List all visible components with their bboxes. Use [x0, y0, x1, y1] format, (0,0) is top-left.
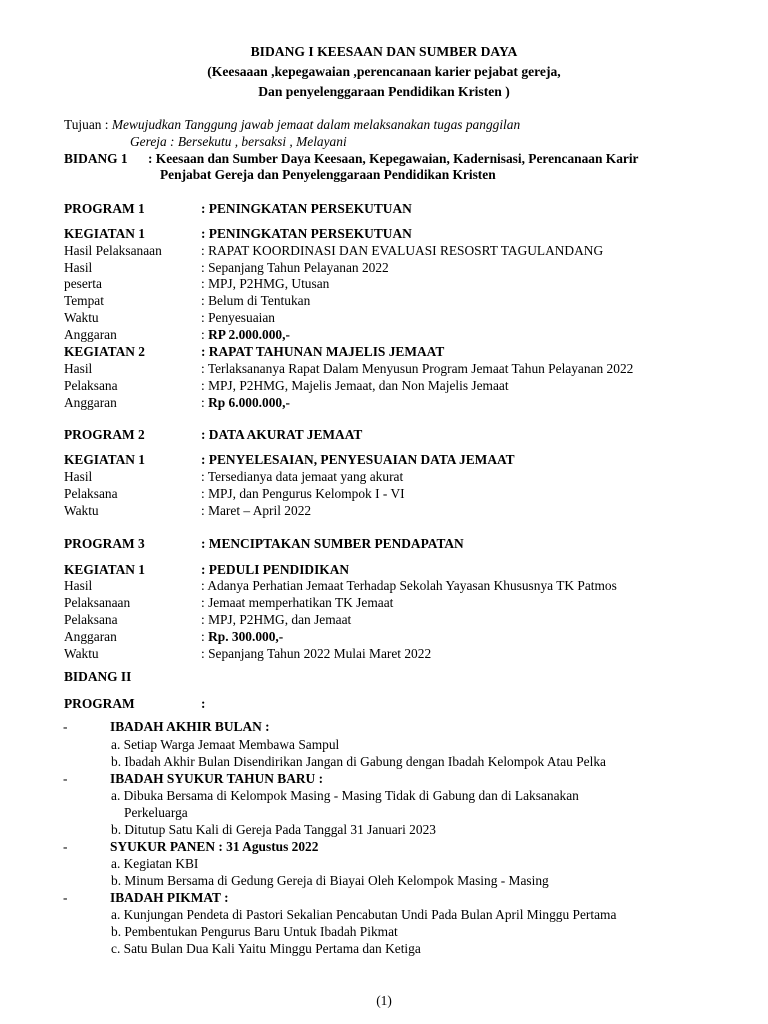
- row-value: : MPJ, P2HMG, Majelis Jemaat, dan Non Majelis Jemaat: [201, 378, 509, 393]
- row-value: : Jemaat memperhatikan TK Jemaat: [201, 595, 394, 610]
- p1-keg1-value: : PENINGKATAN PERSEKUTUAN: [201, 226, 412, 241]
- row-value: : Adanya Perhatian Jemaat Terhadap Sekolah Yayasan Khususnya TK Patmos: [201, 578, 617, 593]
- bidang2-program-colon: :: [201, 696, 206, 711]
- bidang1-line-2: Penjabat Gereja dan Penyelenggaraan Pendidikan Kristen: [160, 167, 496, 182]
- row-label: Pelaksanaan: [64, 595, 131, 610]
- row-value: : Tersedianya data jemaat yang akurat: [201, 469, 404, 484]
- p2-keg1-label: KEGIATAN 1: [64, 452, 145, 467]
- anggaran-label: Anggaran: [64, 395, 117, 410]
- row-value: : RAPAT KOORDINASI DAN EVALUASI RESOSRT TAGULANDANG: [201, 243, 604, 258]
- anggaran-value: Rp. 300.000,-: [208, 629, 284, 644]
- p2-keg1-value: : PENYELESAIAN, PENYESUAIAN DATA JEMAAT: [201, 452, 515, 467]
- anggaran-label: Anggaran: [64, 629, 117, 644]
- bidang1-label: BIDANG 1: [64, 151, 128, 166]
- bidang2-program-label: PROGRAM: [64, 696, 135, 711]
- list-item: b. Minum Bersama di Gedung Gereja di Biayai Oleh Kelompok Masing - Masing: [111, 873, 549, 888]
- p3-keg1-label: KEGIATAN 1: [64, 562, 145, 577]
- ibadah-title: SYUKUR PANEN : 31 Agustus 2022: [110, 839, 319, 854]
- row-value: : Terlaksananya Rapat Dalam Menyusun Program Jemaat Tahun Pelayanan 2022: [201, 361, 634, 376]
- row-label: Pelaksana: [64, 378, 118, 393]
- program3-label: PROGRAM 3: [64, 536, 145, 551]
- row-value: : Sepanjang Tahun Pelayanan 2022: [201, 260, 389, 275]
- row-label: Pelaksana: [64, 612, 118, 627]
- row-label: peserta: [64, 276, 102, 291]
- anggaran-value-wrap: [201, 628, 283, 645]
- anggaran-value-wrap: [201, 394, 290, 411]
- page-number: (1): [376, 993, 392, 1008]
- program3-value: : MENCIPTAKAN SUMBER PENDAPATAN: [201, 536, 464, 551]
- row-label: Waktu: [64, 503, 99, 518]
- list-dash: -: [63, 839, 68, 854]
- list-item: a. Kegiatan KBI: [111, 856, 199, 871]
- list-item: a. Setiap Warga Jemaat Membawa Sampul: [111, 737, 340, 752]
- doc-title: BIDANG I KEESAAN DAN SUMBER DAYA: [250, 44, 518, 59]
- p1-keg2-label: KEGIATAN 2: [64, 344, 145, 359]
- list-item: b. Ditutup Satu Kali di Gereja Pada Tanggal 31 Januari 2023: [111, 822, 436, 837]
- row-label: Pelaksana: [64, 486, 118, 501]
- ibadah-title: IBADAH SYUKUR TAHUN BARU :: [110, 771, 324, 786]
- list-dash: -: [63, 719, 68, 734]
- list-item: a. Kunjungan Pendeta di Pastori Sekalian Pencabutan Undi Pada Bulan April Minggu Pertama: [111, 907, 617, 922]
- p1-keg1-label: KEGIATAN 1: [64, 226, 145, 241]
- program1-value: : PENINGKATAN PERSEKUTUAN: [201, 201, 412, 216]
- tujuan-text-1: Mewujudkan Tanggung jawab jemaat dalam melaksanakan tugas panggilan: [111, 117, 521, 132]
- p3-keg1-value: : PEDULI PENDIDIKAN: [201, 562, 350, 577]
- ibadah-title: IBADAH PIKMAT :: [110, 890, 229, 905]
- list-item: b. Ibadah Akhir Bulan Disendirikan Jangan di Gabung dengan Ibadah Kelompok Atau Pelka: [111, 754, 606, 769]
- list-item: a. Dibuka Bersama di Kelompok Masing - Masing Tidak di Gabung dan di Laksanakan: [111, 788, 579, 803]
- anggaran-value: Rp 6.000.000,-: [208, 395, 290, 410]
- waktu-label: Waktu: [64, 646, 99, 661]
- colon: :: [201, 395, 209, 410]
- row-label: Hasil: [64, 469, 93, 484]
- anggaran-label: Anggaran: [64, 327, 117, 342]
- row-value: : Penyesuaian: [201, 310, 276, 325]
- row-value: : Belum di Tentukan: [201, 293, 311, 308]
- list-item: Perkeluarga: [124, 805, 188, 820]
- waktu-value: : Sepanjang Tahun 2022 Mulai Maret 2022: [201, 646, 432, 661]
- list-item: b. Pembentukan Pengurus Baru Untuk Ibadah Pikmat: [111, 924, 398, 939]
- row-label: Tempat: [64, 293, 104, 308]
- doc-subtitle-1: (Keesaaan ,kepegawaian ,perencanaan karier pejabat gereja,: [207, 64, 561, 79]
- list-item: c. Satu Bulan Dua Kali Yaitu Minggu Pertama dan Ketiga: [111, 941, 421, 956]
- row-label: Waktu: [64, 310, 99, 325]
- list-dash: -: [63, 890, 68, 905]
- bidang2-label: BIDANG II: [64, 669, 132, 684]
- row-label: Hasil: [64, 578, 93, 593]
- tujuan-text-2: Gereja : Bersekutu , bersaksi , Melayani: [130, 134, 347, 149]
- program2-label: PROGRAM 2: [64, 427, 145, 442]
- ibadah-title: IBADAH AKHIR BULAN :: [110, 719, 270, 734]
- row-value: : Maret – April 2022: [201, 503, 312, 518]
- colon: :: [201, 327, 209, 342]
- program1-label: PROGRAM 1: [64, 201, 145, 216]
- colon: :: [201, 629, 209, 644]
- tujuan-line-1: [64, 117, 520, 133]
- p1-keg2-value: : RAPAT TAHUNAN MAJELIS JEMAAT: [201, 344, 445, 359]
- anggaran-value-wrap: [201, 326, 290, 343]
- row-label: Hasil: [64, 361, 93, 376]
- bidang1-line-1: : Keesaan dan Sumber Daya Keesaan, Kepegawaian, Kadernisasi, Perencanaan Karir: [148, 151, 639, 166]
- anggaran-value: RP 2.000.000,-: [208, 327, 290, 342]
- program2-value: : DATA AKURAT JEMAAT: [201, 427, 363, 442]
- tujuan-label: Tujuan :: [64, 117, 109, 132]
- row-value: : MPJ, P2HMG, Utusan: [201, 276, 330, 291]
- row-value: : MPJ, dan Pengurus Kelompok I - VI: [201, 486, 405, 501]
- doc-subtitle-2: Dan penyelenggaraan Pendidikan Kristen ): [258, 84, 510, 99]
- row-label: Hasil Pelaksanaan: [64, 243, 162, 258]
- list-dash: -: [63, 771, 68, 786]
- row-value: : MPJ, P2HMG, dan Jemaat: [201, 612, 352, 627]
- row-label: Hasil: [64, 260, 93, 275]
